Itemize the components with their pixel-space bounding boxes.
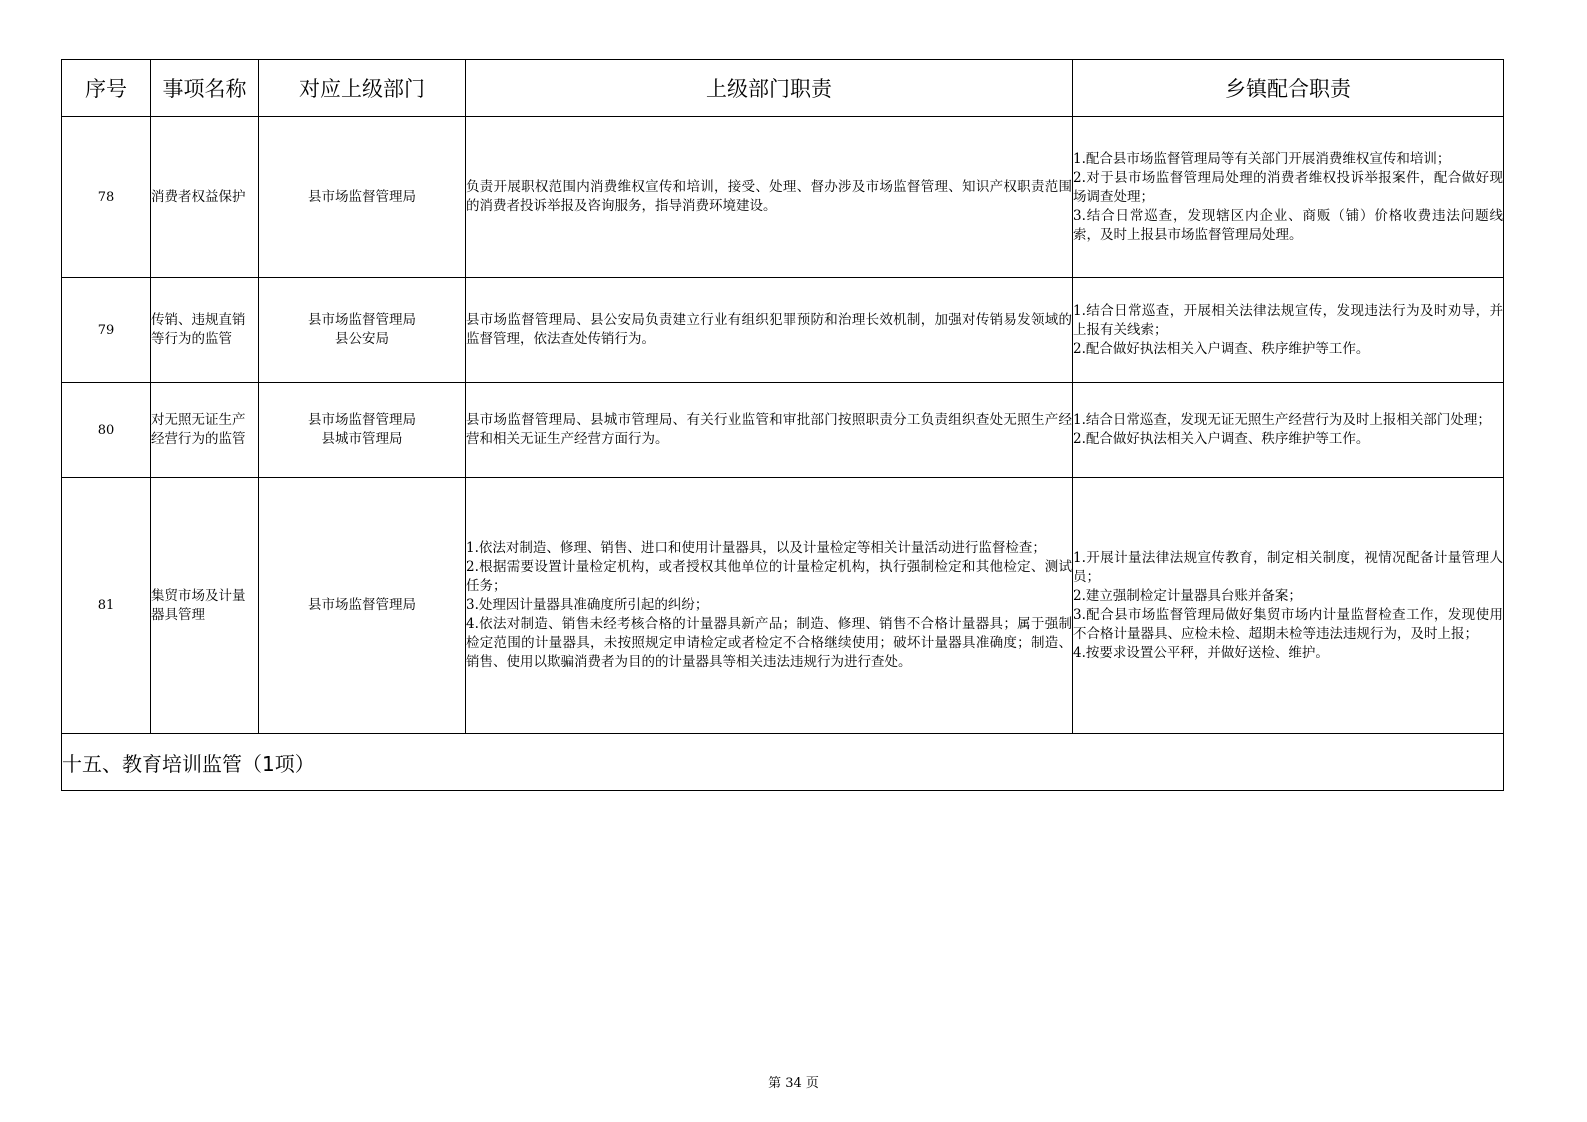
dept-line: 县市场监督管理局 (308, 312, 416, 328)
upper-dept (259, 478, 466, 734)
table-header-row (62, 60, 1504, 117)
item-name: 传销、违规直销等行为的监管 (151, 278, 259, 383)
section-row (62, 734, 1504, 791)
duty-line: 2.对于县市场监督管理局处理的消费者维权投诉举报案件，配合做好现场调查处理； (1073, 169, 1503, 205)
duty-line: 1.结合日常巡查，发现无证无照生产经营行为及时上报相关部门处理； (1073, 412, 1491, 428)
duty-line: 1.依法对制造、修理、销售、进口和使用计量器具，以及计量检定等相关计量活动进行监督检查； (466, 540, 1046, 556)
duty-line: 2.根据需要设置计量检定机构，或者授权其他单位的计量检定机构，执行强制检定和其他检定、测试任务； (466, 559, 1072, 594)
duty-line: 4.依法对制造、销售未经考核合格的计量器具新产品；制造、修理、销售不合格计量器具；属于强制检定范围的计量器具，未按照规定申请检定或者检定不合格继续使用；破坏计量器具准确度；制造、销售、使用以欺骗消费者为目的的计量器具等相关违法违规行为进行查处。 (466, 616, 1072, 670)
duty-line: 2.配合做好执法相关入户调查、秩序维护等工作。 (1073, 340, 1370, 357)
header-upper-duty: 上级部门职责 (466, 60, 1073, 117)
duty-line: 3.处理因计量器具准确度所引起的纠纷； (466, 597, 709, 613)
duty-table (61, 59, 1504, 791)
item-name: 消费者权益保护 (151, 117, 259, 278)
dept-line: 县城市管理局 (321, 431, 403, 447)
duty-line: 县市场监督管理局、县公安局负责建立行业有组织犯罪预防和治理长效机制，加强对传销易发领域的监督管理，依法查处传销行为。 (466, 312, 1072, 347)
table-row (62, 278, 1504, 383)
upper-dept (259, 278, 466, 383)
item-name: 集贸市场及计量器具管理 (151, 478, 259, 734)
row-number: 78 (62, 117, 151, 278)
duty-line: 2.建立强制检定计量器具台账并备案； (1073, 587, 1302, 604)
town-duty (1073, 278, 1504, 383)
section-title: 十五、教育培训监管（1项） (62, 734, 1504, 791)
duty-line: 1.开展计量法律法规宣传教育，制定相关制度，视情况配备计量管理人员； (1073, 549, 1503, 585)
duty-line: 3.配合县市场监督管理局做好集贸市场内计量监督检查工作，发现使用不合格计量器具、应检未检、超期未检等违法违规行为，及时上报； (1073, 606, 1503, 642)
duty-line: 县市场监督管理局、县城市管理局、有关行业监管和审批部门按照职责分工负责组织查处无照生产经营和相关无证生产经营方面行为。 (466, 412, 1072, 447)
dept-line: 县市场监督管理局 (308, 412, 416, 428)
upper-duty (466, 278, 1073, 383)
dept-line: 县市场监督管理局 (308, 188, 416, 205)
town-duty (1073, 383, 1504, 478)
row-number: 81 (62, 478, 151, 734)
page-number: 第 34 页 (768, 1076, 819, 1091)
upper-duty (466, 383, 1073, 478)
row-number: 79 (62, 278, 151, 383)
header-upper-dept: 对应上级部门 (259, 60, 466, 117)
table-row (62, 478, 1504, 734)
upper-dept (259, 383, 466, 478)
upper-dept (259, 117, 466, 278)
upper-duty (466, 117, 1073, 278)
row-number: 80 (62, 383, 151, 478)
upper-duty (466, 478, 1073, 734)
duty-line: 1.配合县市场监督管理局等有关部门开展消费维权宣传和培训； (1073, 150, 1451, 167)
dept-line: 县市场监督管理局 (308, 597, 416, 613)
duty-line: 1.结合日常巡查，开展相关法律法规宣传，发现违法行为及时劝导，并上报有关线索； (1073, 302, 1503, 338)
town-duty (1073, 117, 1504, 278)
duty-line: 4.按要求设置公平秤，并做好送检、维护。 (1073, 644, 1329, 661)
header-item-name: 事项名称 (151, 60, 259, 117)
town-duty (1073, 478, 1504, 734)
header-town-duty: 乡镇配合职责 (1073, 60, 1504, 117)
dept-line: 县公安局 (335, 331, 389, 347)
duty-line: 3.结合日常巡查，发现辖区内企业、商贩（铺）价格收费违法问题线索，及时上报县市场监督管理局处理。 (1073, 207, 1503, 243)
table-row (62, 117, 1504, 278)
table-row (62, 383, 1504, 478)
item-name: 对无照无证生产经营行为的监管 (151, 383, 259, 478)
header-no: 序号 (62, 60, 151, 117)
duty-line: 2.配合做好执法相关入户调查、秩序维护等工作。 (1073, 431, 1370, 447)
duty-line: 负责开展职权范围内消费维权宣传和培训，接受、处理、督办涉及市场监督管理、知识产权职责范围的消费者投诉举报及咨询服务，指导消费环境建设。 (466, 179, 1072, 214)
